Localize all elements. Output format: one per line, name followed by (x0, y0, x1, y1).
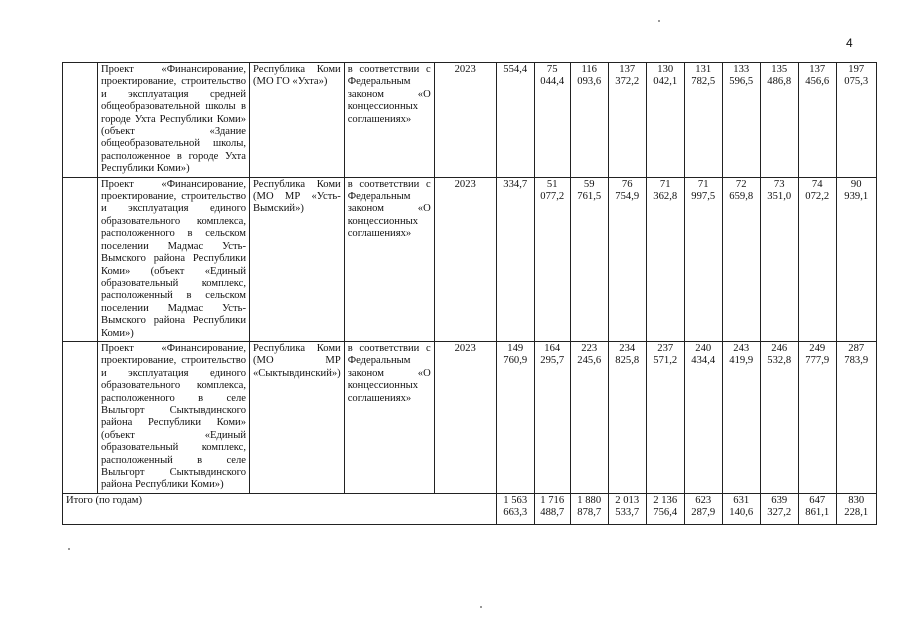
total-amount-cell (608, 493, 646, 524)
amount-part: 419,9 (729, 355, 754, 367)
amount-part: 571,2 (653, 355, 678, 367)
amount-part: 74 (811, 178, 823, 190)
amount-part: 1 563 (503, 494, 528, 506)
amount-part: 223 (581, 342, 598, 354)
amount-cell (646, 341, 684, 493)
amount-part: 997,5 (691, 191, 716, 203)
amount-cell (496, 63, 534, 178)
amount-part: 075,3 (844, 76, 869, 88)
amount-cell (836, 341, 876, 493)
amount-part: 197 (848, 64, 865, 75)
total-amount-cell (722, 493, 760, 524)
amount-part: 782,5 (691, 76, 716, 88)
amount-part: 072,2 (805, 191, 830, 203)
amount-part: 249 (809, 342, 826, 354)
amount-part: 488,7 (540, 507, 565, 519)
amount-part: 243 (733, 342, 750, 354)
amount-part: 434,4 (691, 355, 716, 367)
amount-cell (722, 177, 760, 341)
amount-part: 663,3 (503, 507, 528, 519)
legal-basis-cell: в соответствии с Федеральным законом «О концессионных соглашениях» (344, 63, 434, 178)
amount-part: 533,7 (615, 507, 640, 519)
amount-part: 1 716 (540, 494, 565, 506)
table-row (63, 341, 877, 493)
amount-part: 623 (695, 494, 712, 506)
table-row (63, 177, 877, 341)
amount-part: 939,1 (844, 191, 869, 203)
row-index-cell (63, 177, 98, 341)
amount-part: 245,6 (577, 355, 602, 367)
amount-cell (534, 63, 570, 178)
amount-part: 830 (848, 494, 865, 506)
amount-part: 228,1 (844, 507, 869, 519)
subject-cell: Республика Коми (МО ГО «Ухта») (250, 63, 345, 178)
amount-cell (760, 63, 798, 178)
amount-part: 042,1 (653, 76, 678, 88)
amount-part: 077,2 (540, 191, 565, 203)
amount-cell (608, 63, 646, 178)
total-amount-cell (496, 493, 534, 524)
amount-cell (684, 63, 722, 178)
amount-part: 295,7 (540, 355, 565, 367)
amount-part: 647 (809, 494, 826, 506)
scan-speck (68, 548, 70, 550)
amount-cell (534, 177, 570, 341)
total-amount-cell (684, 493, 722, 524)
amount-cell (534, 341, 570, 493)
amount-part: 334,7 (503, 178, 528, 190)
amount-part: 532,8 (767, 355, 792, 367)
project-description-cell: Проект «Финансирование, проектирование, строительство и эксплуатация единого образовательного комплекса, расположенного в сельском поселении Мадмас Усть-Вымского района Республики Коми» (объект «Единый образовательный комплекс, расположенный в сельском поселении Мадмас Усть-Вымского района Республики Коми») (98, 177, 250, 341)
total-amount-cell (760, 493, 798, 524)
amount-cell (570, 63, 608, 178)
amount-part: 2 136 (653, 494, 678, 506)
amount-part: 1 880 (577, 494, 602, 506)
project-description-cell: Проект «Финансирование, проектирование, строительство и эксплуатация единого образовательного комплекса, расположенного в селе Выльгорт Сыктывдинского района Республики Коми» (объект «Единый образовательный комплекс, расположенный в селе Выльгорт Сыктывдинского района Республики Коми») (98, 341, 250, 493)
amount-cell (684, 341, 722, 493)
amount-cell (608, 341, 646, 493)
total-amount-cell (646, 493, 684, 524)
amount-cell (798, 177, 836, 341)
amount-part: 164 (544, 342, 561, 354)
amount-part: 59 (583, 178, 595, 190)
amount-part: 825,8 (615, 355, 640, 367)
amount-part: 351,0 (767, 191, 792, 203)
amount-part: 372,2 (615, 76, 640, 88)
amount-cell (570, 341, 608, 493)
amount-part: 756,4 (653, 507, 678, 519)
amount-part: 044,4 (540, 76, 565, 88)
subject-cell: Республика Коми (МО МР «Сыктывдинский») (250, 341, 345, 493)
amount-part: 149 (507, 342, 524, 354)
amount-cell (836, 63, 876, 178)
amount-part: 631 (733, 494, 750, 506)
year-cell: 2023 (434, 177, 496, 341)
total-amount-cell (798, 493, 836, 524)
amount-part: 234 (619, 342, 636, 354)
amount-part: 783,9 (844, 355, 869, 367)
total-label: Итого (по годам) (63, 493, 497, 524)
amount-cell (496, 177, 534, 341)
amount-cell (760, 177, 798, 341)
page-number: 4 (846, 36, 853, 50)
row-index-cell (63, 341, 98, 493)
amount-part: 137 (809, 64, 826, 75)
amount-cell (722, 63, 760, 178)
amount-part: 093,6 (577, 76, 602, 88)
financing-table (62, 62, 877, 525)
amount-part: 362,8 (653, 191, 678, 203)
table-body (63, 63, 877, 525)
amount-part: 246 (771, 342, 788, 354)
amount-part: 486,8 (767, 76, 792, 88)
amount-cell (798, 341, 836, 493)
amount-cell (570, 177, 608, 341)
amount-cell (646, 177, 684, 341)
amount-part: 71 (659, 178, 671, 190)
year-cell: 2023 (434, 341, 496, 493)
amount-part: 73 (773, 178, 785, 190)
amount-part: 240 (695, 342, 712, 354)
row-index-cell (63, 63, 98, 178)
amount-part: 116 (581, 64, 597, 75)
amount-part: 554,4 (503, 64, 528, 75)
amount-part: 287 (848, 342, 865, 354)
amount-part: 137 (619, 64, 636, 75)
amount-part: 133 (733, 64, 750, 75)
amount-part: 75 (546, 64, 558, 75)
scan-speck (480, 606, 482, 608)
amount-cell (684, 177, 722, 341)
amount-part: 2 013 (615, 494, 640, 506)
total-amount-cell (534, 493, 570, 524)
amount-cell (722, 341, 760, 493)
amount-part: 327,2 (767, 507, 792, 519)
legal-basis-cell: в соответствии с Федеральным законом «О концессионных соглашениях» (344, 341, 434, 493)
amount-part: 131 (695, 64, 712, 75)
subject-cell: Республика Коми (МО МР «Усть-Вымский») (250, 177, 345, 341)
amount-part: 861,1 (805, 507, 830, 519)
amount-part: 878,7 (577, 507, 602, 519)
amount-cell (496, 341, 534, 493)
amount-part: 754,9 (615, 191, 640, 203)
amount-part: 287,9 (691, 507, 716, 519)
amount-part: 659,8 (729, 191, 754, 203)
amount-part: 639 (771, 494, 788, 506)
amount-part: 237 (657, 342, 674, 354)
table-row (63, 63, 877, 178)
amount-part: 51 (546, 178, 558, 190)
amount-part: 76 (621, 178, 633, 190)
amount-part: 72 (735, 178, 747, 190)
total-amount-cell (570, 493, 608, 524)
amount-part: 456,6 (805, 76, 830, 88)
legal-basis-cell: в соответствии с Федеральным законом «О концессионных соглашениях» (344, 177, 434, 341)
amount-part: 760,9 (503, 355, 528, 367)
scan-speck (658, 20, 660, 22)
amount-cell (608, 177, 646, 341)
amount-part: 130 (657, 64, 674, 75)
amount-part: 135 (771, 64, 788, 75)
year-cell: 2023 (434, 63, 496, 178)
amount-cell (646, 63, 684, 178)
amount-cell (836, 177, 876, 341)
amount-cell (798, 63, 836, 178)
amount-part: 90 (850, 178, 862, 190)
total-amount-cell (836, 493, 876, 524)
total-row (63, 493, 877, 524)
amount-part: 777,9 (805, 355, 830, 367)
amount-part: 140,6 (729, 507, 754, 519)
project-description-cell: Проект «Финансирование, проектирование, строительство и эксплуатация средней общеобразовательной школы в городе Ухта Республики Коми» (объект «Здание общеобразовательной школы, расположенное в городе Ухта Республики Коми») (98, 63, 250, 178)
amount-part: 596,5 (729, 76, 754, 88)
amount-cell (760, 341, 798, 493)
amount-part: 71 (697, 178, 709, 190)
amount-part: 761,5 (577, 191, 602, 203)
